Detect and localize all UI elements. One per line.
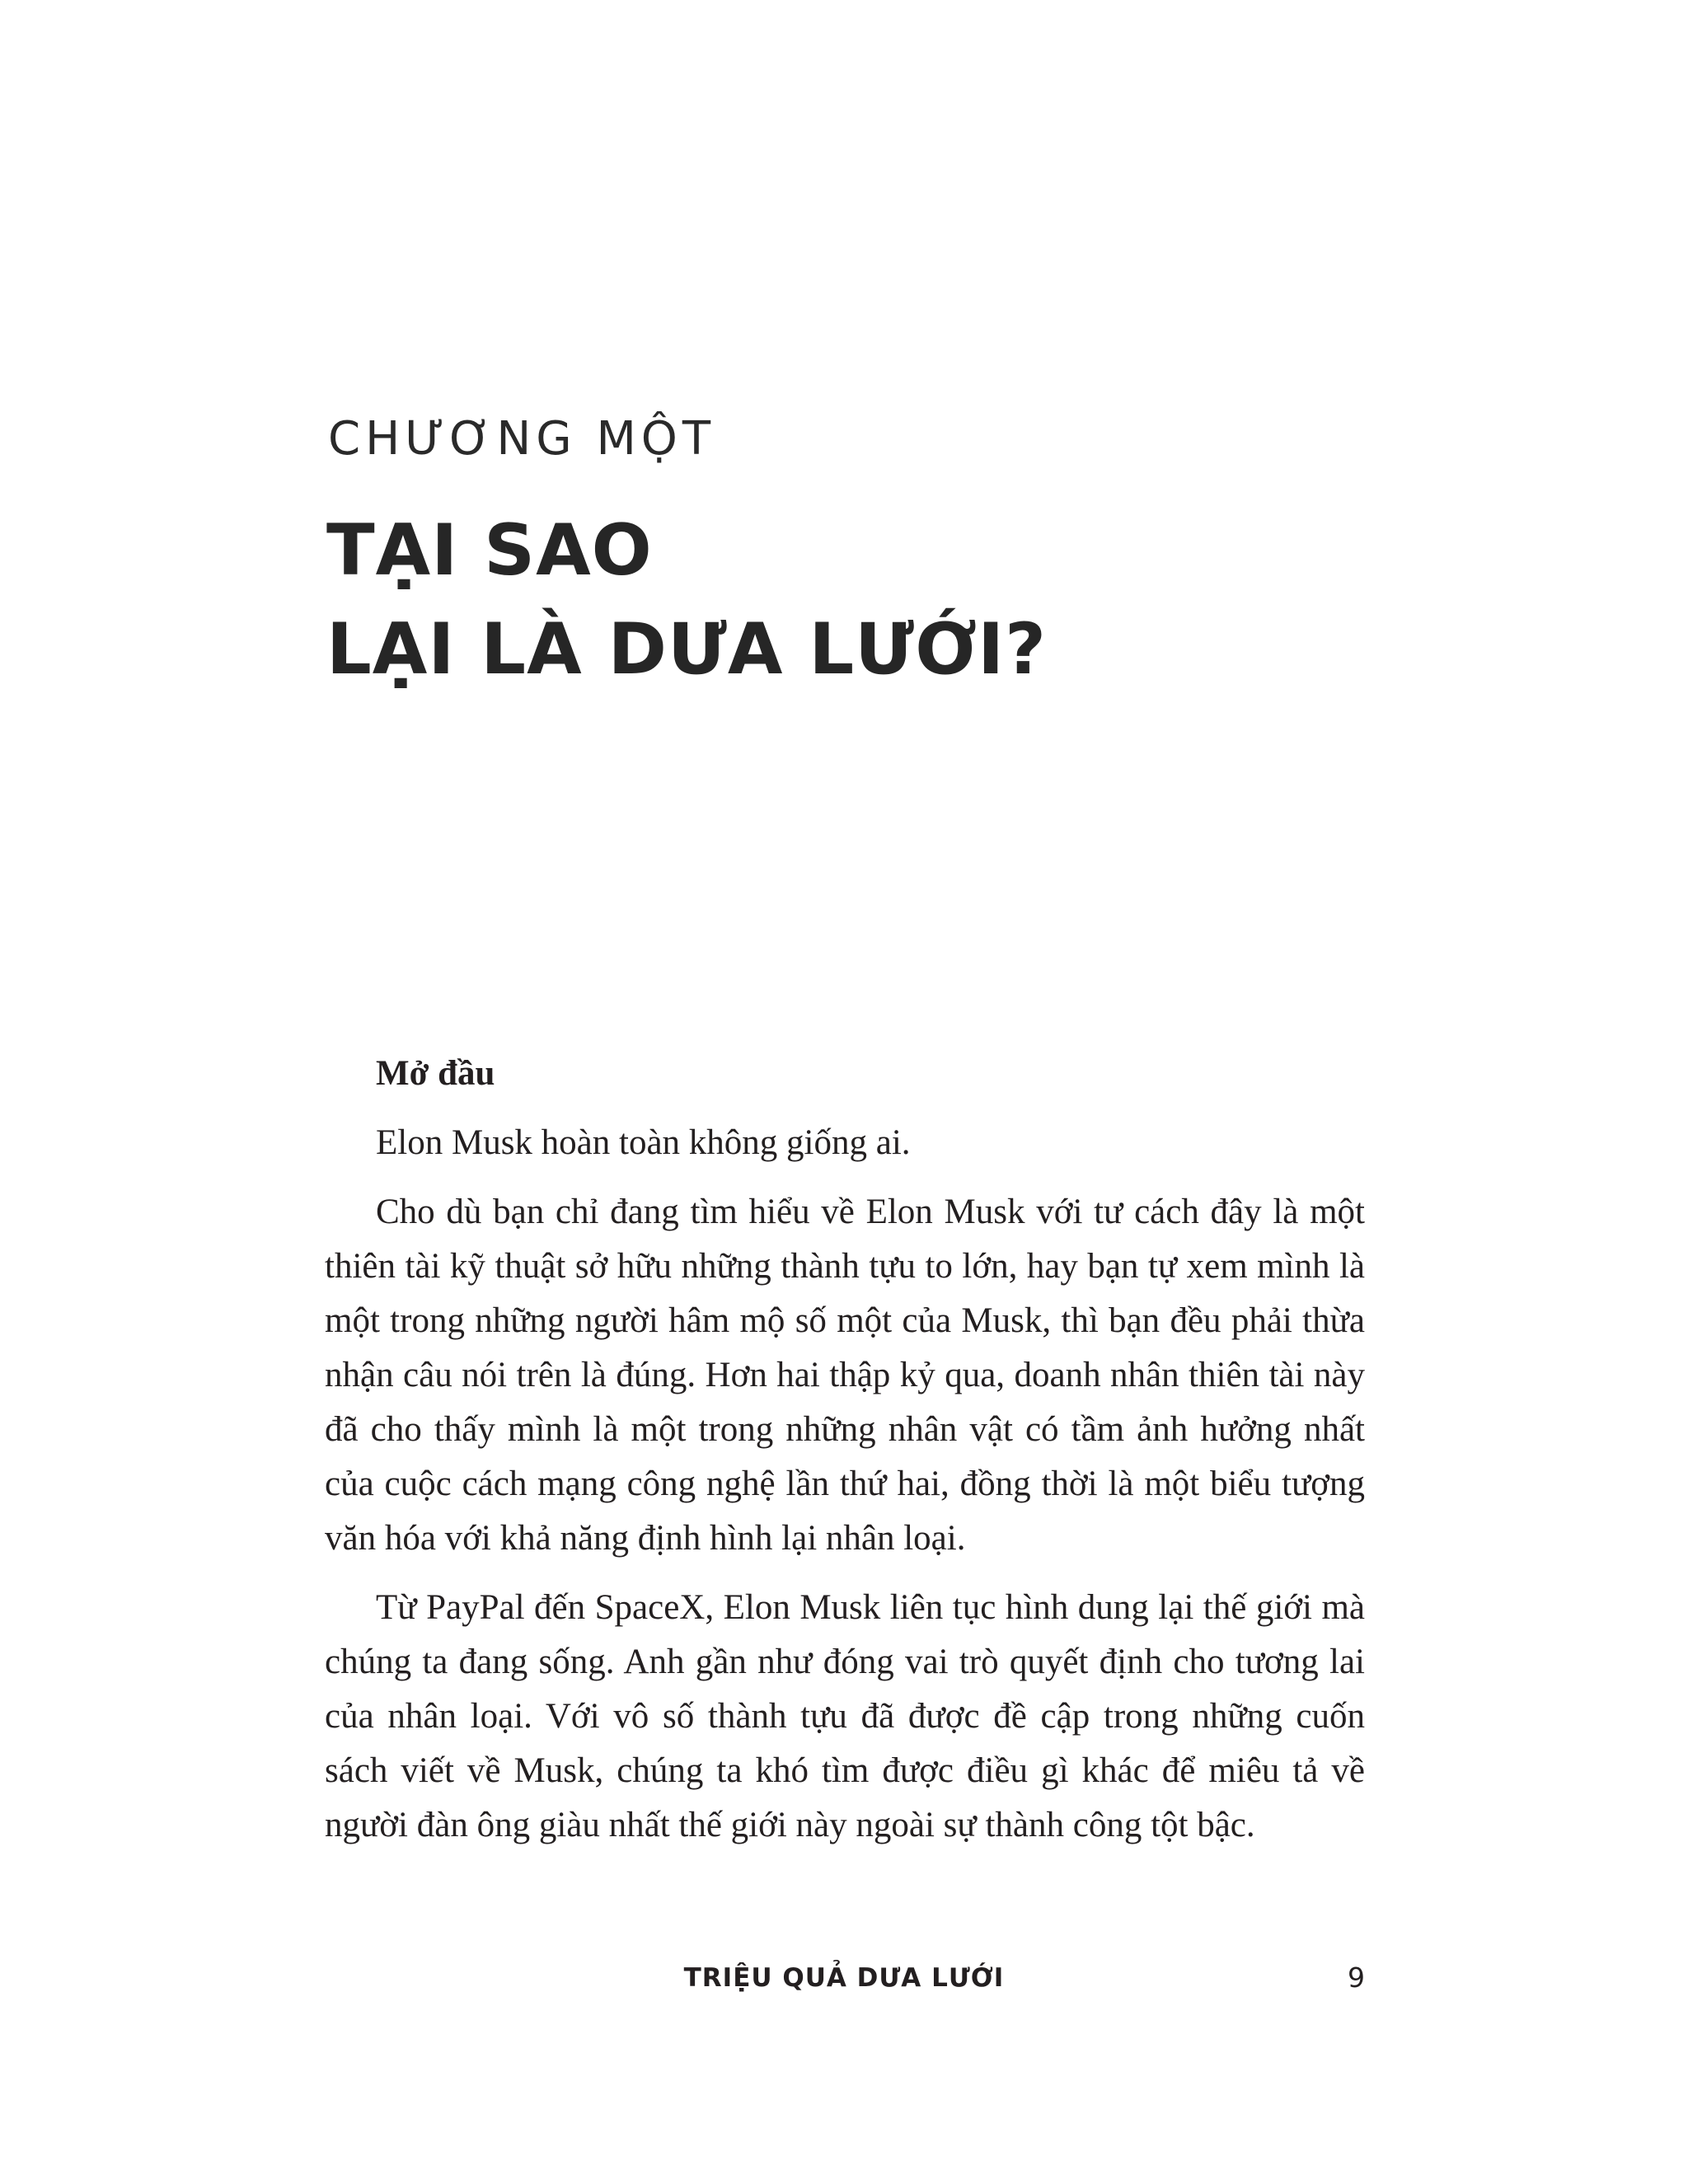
chapter-title <box>326 501 1047 699</box>
paragraph-3: Từ PayPal đến SpaceX, Elon Musk liên tục hình dung lại thế giới mà chúng ta đang sống. Anh gần như đóng vai trò quyết định cho tương lai của nhân loại. Với vô số thành tựu đã được đề cập trong những cuốn sách viết về Musk, chúng ta khó tìm được điều gì khác để miêu tả về người đàn ông giàu nhất thế giới này ngoài sự thành công tột bậc. <box>325 1588 1365 1844</box>
chapter-title-line-1: TẠI SAO <box>326 509 653 592</box>
chapter-label: CHƯƠNG MỘT <box>328 412 716 466</box>
page-number: 9 <box>1348 1961 1365 1994</box>
running-footer-title: TRIỆU QUẢ DƯA LƯỚI <box>683 1963 1005 1993</box>
paragraph-1: Elon Musk hoàn toàn không giống ai. <box>376 1123 911 1162</box>
chapter-title-line-2: LẠI LÀ DƯA LƯỚI? <box>326 608 1047 691</box>
section-heading: Mở đầu <box>376 1054 495 1093</box>
paragraph-2: Cho dù bạn chỉ đang tìm hiểu về Elon Musk với tư cách đây là một thiên tài kỹ thuật sở hữu những thành tựu to lớn, hay bạn tự xem mình là một trong những người hâm mộ số một của Musk, thì bạn đều phải thừa nhận câu nói trên là đúng. Hơn hai thập kỷ qua, doanh nhân thiên tài này đã cho thấy mình là một trong những nhân vật có tầm ảnh hưởng nhất của cuộc cách mạng công nghệ lần thứ hai, đồng thời là một biểu tượng văn hóa với khả năng định hình lại nhân loại. <box>325 1193 1365 1558</box>
body-text <box>325 1047 1365 1868</box>
